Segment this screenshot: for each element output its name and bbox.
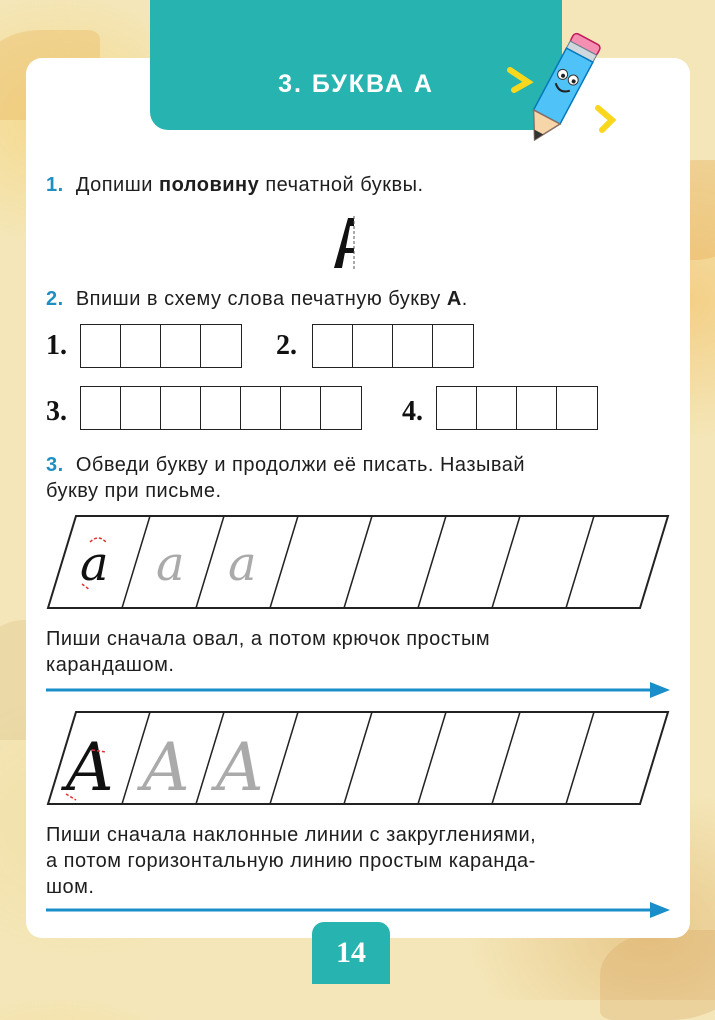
task3-text-line2: букву при письме. xyxy=(46,480,222,502)
cursive-letter-trace[interactable]: a xyxy=(228,536,257,592)
word-scheme-2[interactable] xyxy=(312,324,474,368)
uppercase-instruction-line1: Пиши сначала наклонные линии с закруглениями, xyxy=(46,824,537,846)
scheme-cell[interactable] xyxy=(313,325,353,367)
task2-instruction xyxy=(46,286,468,312)
task-number: 1. xyxy=(46,174,64,196)
lesson-title: 3. БУКВА А xyxy=(278,70,434,98)
task-number: 2. xyxy=(46,288,64,310)
scheme-cell[interactable] xyxy=(121,325,161,367)
scheme-label: 4. xyxy=(402,396,423,427)
arrow-divider-1 xyxy=(46,680,672,700)
task1-text-end: печатной буквы. xyxy=(265,174,424,196)
uppercase-writing-strip[interactable] xyxy=(46,708,672,808)
cursive-letter-trace[interactable]: a xyxy=(156,536,185,592)
arrow-divider-2 xyxy=(46,900,672,920)
word-scheme-1[interactable] xyxy=(80,324,242,368)
scheme-cell[interactable] xyxy=(433,325,473,367)
lowercase-instruction-line2: карандашом. xyxy=(46,654,175,676)
cursive-letter-sample: a xyxy=(80,536,109,592)
task2-text-end: . xyxy=(461,288,468,310)
scheme-cell[interactable] xyxy=(121,387,161,429)
half-letter-a-figure xyxy=(332,212,368,272)
scheme-cell[interactable] xyxy=(161,325,201,367)
word-scheme-3[interactable] xyxy=(80,386,362,430)
scheme-cell[interactable] xyxy=(201,325,241,367)
lowercase-writing-strip[interactable] xyxy=(46,512,672,612)
scheme-cell[interactable] xyxy=(161,387,201,429)
task1-instruction xyxy=(46,172,424,198)
scheme-cell[interactable] xyxy=(517,387,557,429)
scheme-cell[interactable] xyxy=(557,387,597,429)
cursive-capital-trace[interactable]: A xyxy=(142,729,190,806)
scheme-cell[interactable] xyxy=(437,387,477,429)
scheme-cell[interactable] xyxy=(321,387,361,429)
scheme-label: 2. xyxy=(276,330,297,361)
scheme-cell[interactable] xyxy=(241,387,281,429)
scheme-label: 1. xyxy=(46,330,67,361)
uppercase-instruction xyxy=(46,822,536,900)
scheme-cell[interactable] xyxy=(393,325,433,367)
background-leaf xyxy=(600,930,715,1020)
task2-text: Впиши в схему слова печатную букву xyxy=(75,288,441,310)
task3-instruction xyxy=(46,452,525,504)
uppercase-instruction-line3: шом. xyxy=(46,876,95,898)
scheme-cell[interactable] xyxy=(353,325,393,367)
lowercase-instruction xyxy=(46,626,490,678)
cursive-capital-trace[interactable]: A xyxy=(216,729,264,806)
task3-text-line1: Обведи букву и продолжи её писать. Называй xyxy=(75,454,526,476)
task2-bold-text: А xyxy=(446,288,462,310)
uppercase-instruction-line2: а потом горизонтальную линию простым каранда- xyxy=(46,850,536,872)
scheme-cell[interactable] xyxy=(281,387,321,429)
lowercase-instruction-line1: Пиши сначала овал, а потом крючок простым xyxy=(46,628,491,650)
task1-text: Допиши xyxy=(75,174,153,196)
pencil-mascot-icon xyxy=(500,20,620,160)
cursive-capital-sample: A xyxy=(66,729,114,806)
scheme-cell[interactable] xyxy=(81,325,121,367)
word-scheme-4[interactable] xyxy=(436,386,598,430)
page-number-tab xyxy=(312,922,390,984)
scheme-cell[interactable] xyxy=(477,387,517,429)
scheme-cell[interactable] xyxy=(81,387,121,429)
scheme-label: 3. xyxy=(46,396,67,427)
task1-bold-text: половину xyxy=(159,174,260,196)
task-number: 3. xyxy=(46,454,64,476)
scheme-cell[interactable] xyxy=(201,387,241,429)
page-number: 14 xyxy=(336,936,366,969)
